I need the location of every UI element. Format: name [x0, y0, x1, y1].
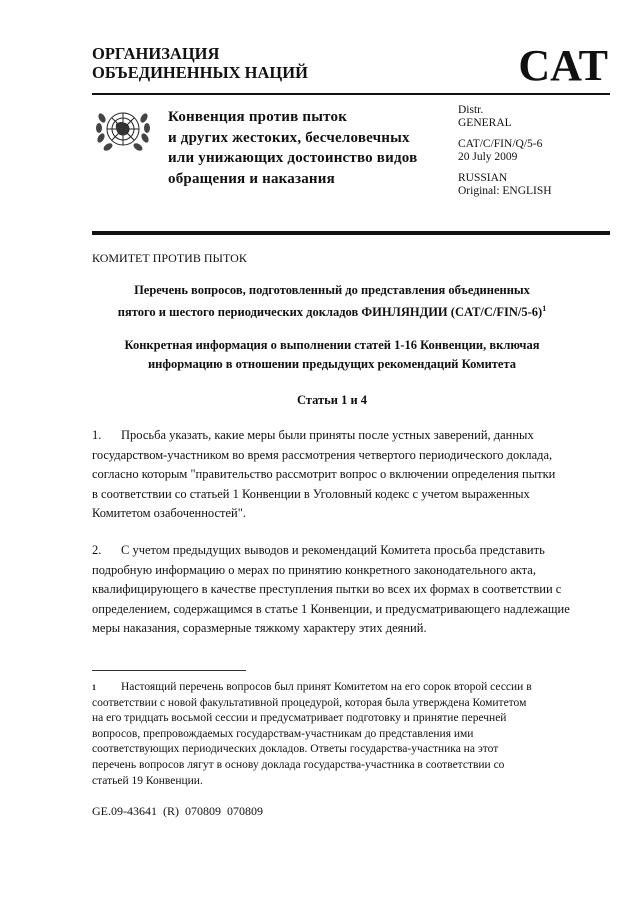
footnote-divider [92, 670, 246, 671]
paragraph-line: Комитетом озабоченностей". [92, 506, 246, 521]
distr-value: GENERAL [458, 117, 512, 129]
paragraph-line: подробную информацию о мерах по принятию конкретного законодательного акта, [92, 562, 536, 577]
org-line: ОБЪЕДИНЕННЫХ НАЦИЙ [92, 63, 308, 82]
paragraph-line: определением, содержащимся в статье 1 Конвенции, и предусматривающего надлежащие [92, 601, 570, 616]
subtitle-line: Конкретная информация о выполнении статей 1-16 Конвенции, включая [124, 338, 540, 352]
divider [92, 231, 610, 235]
divider [92, 93, 610, 95]
doc-symbol: CAT/C/FIN/Q/5-6 [458, 138, 543, 150]
footnote-line: соответствующих периодических докладов. Ответы государства-участника на этот [92, 743, 499, 756]
document-metadata [458, 104, 552, 198]
title-line: Перечень вопросов, подготовленный до представления объединенных [134, 283, 530, 297]
paragraph-line: в соответствии со статьей 1 Конвенции в Уголовный кодекс с учетом выраженных [92, 486, 530, 501]
job-number: GE.09-43641 (R) 070809 070809 [92, 804, 263, 818]
doc-language: RUSSIAN [458, 172, 508, 184]
paragraph-line: квалифицирующего в качестве преступления пытки во всех их формах в соответствии с [92, 582, 562, 597]
paragraph-number: 2. [92, 543, 102, 557]
footnote-line: Настоящий перечень вопросов был принят Комитетом на его сорок второй сессии в [121, 681, 532, 693]
convention-line: обращения и наказания [168, 170, 335, 187]
paragraph-1 [92, 426, 555, 524]
distr-label: Distr. [458, 104, 484, 116]
un-emblem-icon [94, 104, 152, 156]
convention-title [168, 107, 417, 189]
convention-line: Конвенция против пыток [168, 109, 348, 125]
footnote-ref[interactable]: 1 [542, 303, 547, 313]
paragraph-2 [92, 541, 570, 639]
document-title [92, 281, 572, 321]
committee-name: КОМИТЕТ ПРОТИВ ПЫТОК [92, 251, 247, 265]
footnote-line: статьей 19 Конвенции. [92, 774, 203, 787]
footnote [92, 680, 532, 789]
title-line: пятого и шестого периодических докладов ФИНЛЯНДИИ (CAT/C/FIN/5-6) [117, 304, 543, 319]
document-symbol-cat: CAT [518, 41, 608, 90]
paragraph-line: меры наказания, соразмерные тяжкому характеру этих деяний. [92, 621, 427, 636]
document-subtitle [92, 336, 572, 373]
organization-name [92, 44, 308, 82]
section-heading: Статьи 1 и 4 [296, 393, 368, 407]
subtitle-line: информацию в отношении предыдущих рекомендаций Комитета [147, 356, 517, 371]
paragraph-line: С учетом предыдущих выводов и рекомендаций Комитета просьба представить [121, 543, 545, 557]
footnote-line: соответствии с новой факультативной процедурой, которая была утверждена Комитетом [92, 696, 527, 709]
footnote-line: на его тридцать восьмой сессии и предусматривает подготовку и принятие перечней [92, 712, 507, 725]
doc-date: 20 July 2009 [458, 151, 518, 163]
paragraph-line: Просьба указать, какие меры были приняты после устных заверений, данных [121, 428, 534, 442]
paragraph-number: 1. [92, 428, 102, 442]
footnote-number: 1 [92, 683, 96, 692]
footnote-line: перечень вопросов лягут в основу доклада государства-участника в соответствии со [92, 758, 505, 771]
org-line: ОРГАНИЗАЦИЯ [92, 44, 220, 63]
convention-line: или унижающих достоинство видов [168, 150, 418, 166]
convention-line: и других жестоких, бесчеловечных [168, 129, 410, 146]
doc-original-language: Original: ENGLISH [458, 185, 552, 197]
paragraph-line: согласно которым "правительство рассмотрит вопрос о включении определения пытки [92, 467, 556, 482]
footnote-line: вопросов, препровождаемых государствам-участникам до представления ими [92, 727, 474, 740]
paragraph-line: государством-участником во время рассмотрения четвертого периодического доклада, [92, 447, 553, 462]
